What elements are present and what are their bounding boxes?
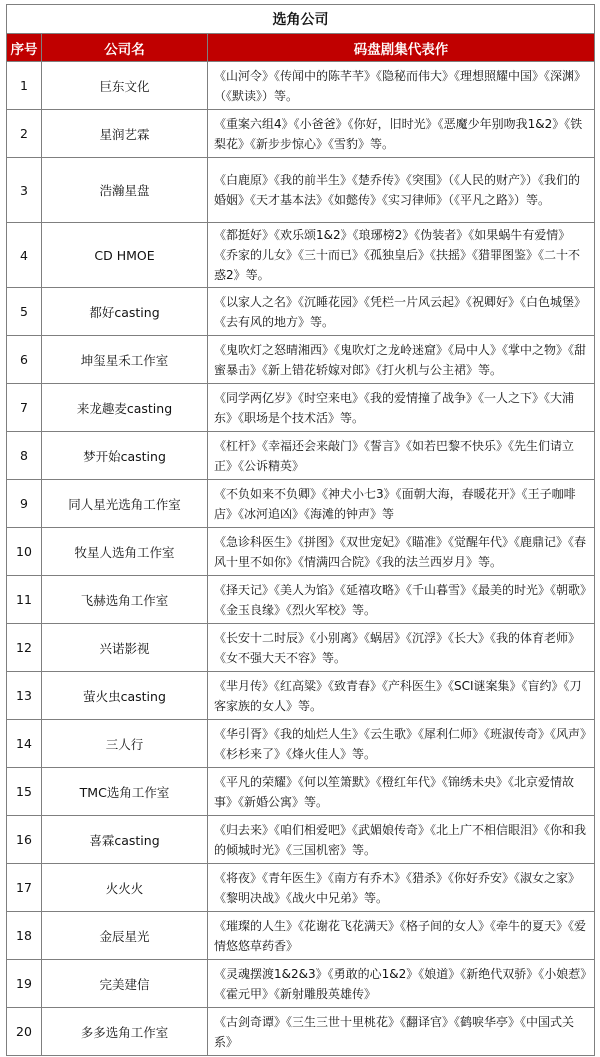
company-name: CD HMOE	[42, 223, 208, 288]
company-name: 多多选角工作室	[42, 1008, 208, 1056]
row-number: 19	[7, 960, 42, 1008]
row-number: 5	[7, 288, 42, 336]
company-name: TMC选角工作室	[42, 768, 208, 816]
table-row	[7, 672, 595, 720]
representative-works: 《灵魂摆渡1&2&3》《勇敢的心1&2》《娘道》《新绝代双骄》《小娘惹》《霍元甲》《新射雕殷英雄传》	[208, 960, 595, 1008]
casting-companies-sheet	[6, 4, 594, 1056]
header-company: 公司名	[42, 34, 208, 62]
company-name: 都好casting	[42, 288, 208, 336]
representative-works: 《白鹿原》《我的前半生》《楚乔传》《突围》（《人民的财产》）《我们的婚姻》《天才基本法》《如懿传》《实习律师》（《平凡之路》）等。	[208, 158, 595, 223]
row-number: 6	[7, 336, 42, 384]
company-name: 火火火	[42, 864, 208, 912]
representative-works: 《古剑奇谭》《三生三世十里桃花》《翻译官》《鹤唳华亭》《中国式关系》	[208, 1008, 595, 1056]
header-number: 序号	[7, 34, 42, 62]
company-name: 巨东文化	[42, 62, 208, 110]
row-number: 18	[7, 912, 42, 960]
company-name: 星润艺霖	[42, 110, 208, 158]
company-name: 牧星人选角工作室	[42, 528, 208, 576]
row-number: 8	[7, 432, 42, 480]
row-number: 9	[7, 480, 42, 528]
representative-works: 《芈月传》《红高粱》《致青春》《产科医生》《SCI谜案集》《盲约》《刀客家族的女人》等。	[208, 672, 595, 720]
table-row	[7, 576, 595, 624]
company-name: 喜霖casting	[42, 816, 208, 864]
row-number: 1	[7, 62, 42, 110]
row-number: 20	[7, 1008, 42, 1056]
company-name: 来龙趣麦casting	[42, 384, 208, 432]
representative-works: 《杠杆》《幸福还会来敲门》《誓言》《如若巴黎不快乐》《先生们请立正》《公诉精英》	[208, 432, 595, 480]
row-number: 16	[7, 816, 42, 864]
table-row	[7, 912, 595, 960]
table-row	[7, 336, 595, 384]
company-name: 同人星光选角工作室	[42, 480, 208, 528]
representative-works: 《都挺好》《欢乐颂1&2》《琅琊榜2》《伪装者》《如果蜗牛有爱情》《乔家的儿女》《三十而已》《孤独皇后》《扶摇》《猎罪图鉴》《二十不惑2》等。	[208, 223, 595, 288]
table-row	[7, 62, 595, 110]
row-number: 17	[7, 864, 42, 912]
row-number: 11	[7, 576, 42, 624]
representative-works: 《鬼吹灯之怒晴湘西》《鬼吹灯之龙岭迷窟》《局中人》《掌中之物》《甜蜜暴击》《新上错花轿嫁对郎》《打火机与公主裙》等。	[208, 336, 595, 384]
table-row	[7, 384, 595, 432]
company-name: 萤火虫casting	[42, 672, 208, 720]
table-row	[7, 158, 595, 223]
table-row	[7, 864, 595, 912]
row-number: 12	[7, 624, 42, 672]
company-name: 坤玺星禾工作室	[42, 336, 208, 384]
company-name: 金辰星光	[42, 912, 208, 960]
table-row	[7, 223, 595, 288]
table-row	[7, 768, 595, 816]
table-row	[7, 1008, 595, 1056]
row-number: 4	[7, 223, 42, 288]
table-row	[7, 960, 595, 1008]
representative-works: 《将夜》《青年医生》《南方有乔木》《猎杀》《你好乔安》《淑女之家》《黎明决战》《战火中兄弟》等。	[208, 864, 595, 912]
row-number: 2	[7, 110, 42, 158]
representative-works: 《归去来》《咱们相爱吧》《武媚娘传奇》《北上广不相信眼泪》《你和我的倾城时光》《三国机密》等。	[208, 816, 595, 864]
table-row	[7, 480, 595, 528]
representative-works: 《重案六组4》《小爸爸》《你好，旧时光》《恶魔少年别吻我1&2》《铁梨花》《新步步惊心》《雪豹》等。	[208, 110, 595, 158]
representative-works: 《不负如来不负卿》《神犬小七3》《面朝大海，春暖花开》《王子咖啡店》《冰河追凶》《海滩的钟声》等	[208, 480, 595, 528]
representative-works: 《择天记》《美人为馅》《延禧攻略》《千山暮雪》《最美的时光》《朝歌》《金玉良缘》《烈火军校》等。	[208, 576, 595, 624]
row-number: 15	[7, 768, 42, 816]
company-name: 飞赫选角工作室	[42, 576, 208, 624]
row-number: 13	[7, 672, 42, 720]
representative-works: 《璀璨的人生》《花谢花飞花满天》《格子间的女人》《牵牛的夏天》《爱情悠悠草药香》	[208, 912, 595, 960]
representative-works: 《同学两亿岁》《时空来电》《我的爱情撞了战争》《一人之下》《大浦东》《职场是个技术活》等。	[208, 384, 595, 432]
representative-works: 《急诊科医生》《拼图》《双世宠妃》《瞄准》《觉醒年代》《鹿鼎记》《春风十里不如你》《情满四合院》《我的法兰西岁月》等。	[208, 528, 595, 576]
table-row	[7, 288, 595, 336]
casting-table	[6, 4, 595, 1056]
row-number: 10	[7, 528, 42, 576]
representative-works: 《长安十二时辰》《小别离》《蜗居》《沉浮》《长大》《我的体育老师》《女不强大天不容》等。	[208, 624, 595, 672]
representative-works: 《华引胥》《我的灿烂人生》《云生歌》《犀利仁师》《班淑传奇》《风声》《杉杉来了》《烽火佳人》等。	[208, 720, 595, 768]
table-row	[7, 816, 595, 864]
row-number: 7	[7, 384, 42, 432]
table-row	[7, 528, 595, 576]
table-row	[7, 432, 595, 480]
table-row	[7, 624, 595, 672]
company-name: 浩瀚星盘	[42, 158, 208, 223]
table-body	[7, 62, 595, 1056]
row-number: 3	[7, 158, 42, 223]
table-row	[7, 720, 595, 768]
representative-works: 《以家人之名》《沉睡花园》《凭栏一片风云起》《祝卿好》《白色城堡》《去有风的地方》等。	[208, 288, 595, 336]
table-title: 选角公司	[7, 5, 595, 34]
company-name: 兴诺影视	[42, 624, 208, 672]
company-name: 梦开始casting	[42, 432, 208, 480]
representative-works: 《山河令》《传闻中的陈芊芊》《隐秘而伟大》《理想照耀中国》《深渊》（《默读》）等。	[208, 62, 595, 110]
table-row	[7, 110, 595, 158]
header-works: 码盘剧集代表作	[208, 34, 595, 62]
company-name: 完美建信	[42, 960, 208, 1008]
representative-works: 《平凡的荣耀》《何以笙箫默》《橙红年代》《锦绣未央》《北京爱情故事》《新婚公寓》等。	[208, 768, 595, 816]
row-number: 14	[7, 720, 42, 768]
company-name: 三人行	[42, 720, 208, 768]
